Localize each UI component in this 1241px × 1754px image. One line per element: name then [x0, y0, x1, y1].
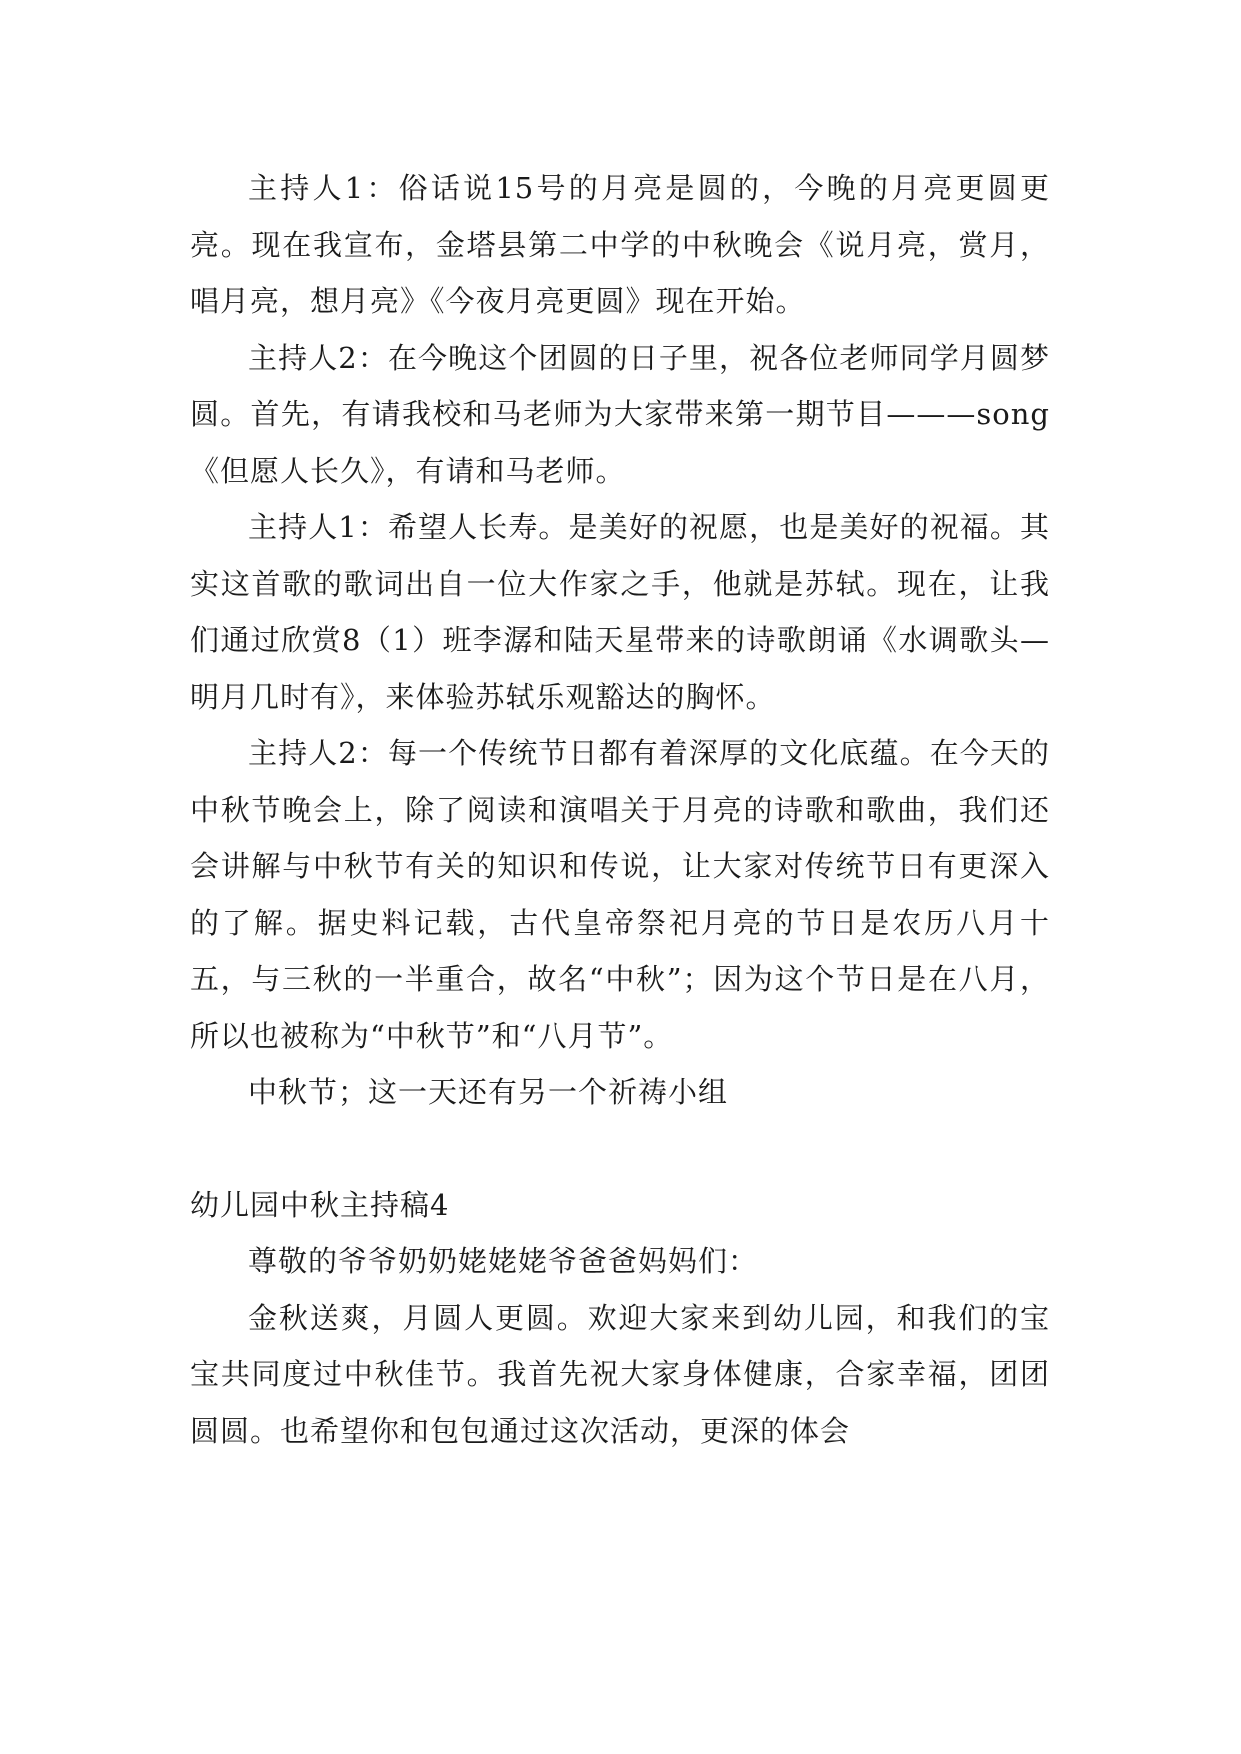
host2-culture-paragraph: 主持人2：每一个传统节日都有着深厚的文化底蕴。在今天的中秋节晚会上，除了阅读和演唱关于月亮的诗歌和歌曲，我们还会讲解与中秋节有关的知识和传说，让大家对传统节日有更深入的了解。据史料记载，古代皇帝祭祀月亮的节日是农历八月十五，与三秋的一半重合，故名“中秋”；因为这个节日是在八月，所以也被称为“中秋节”和“八月节”。	[190, 736, 1050, 1053]
welcome-paragraph: 金秋送爽，月圆人更圆。欢迎大家来到幼儿园，和我们的宝宝共同度过中秋佳节。我首先祝大家身体健康，合家幸福，团团圆圆。也希望你和包包通过这次活动，更深的体会	[190, 1300, 1050, 1448]
document-body	[190, 160, 1050, 1459]
section-heading: 幼儿园中秋主持稿4	[190, 1187, 450, 1222]
mid-autumn-fragment-paragraph: 中秋节；这一天还有另一个祈祷小组	[248, 1075, 729, 1109]
greeting-paragraph: 尊敬的爷爷奶奶姥姥姥爷爸爸妈妈们：	[248, 1244, 759, 1278]
host2-blessing-paragraph: 主持人2：在今晚这个团圆的日子里，祝各位老师同学月圆梦圆。首先，有请我校和马老师为大家带来第一期节目———song《但愿人长久》，有请和马老师。	[190, 340, 1050, 488]
host1-intro-paragraph: 主持人1：俗话说15号的月亮是圆的，今晚的月亮更圆更亮。现在我宣布，金塔县第二中学的中秋晚会《说月亮，赏月，唱月亮，想月亮》《今夜月亮更圆》现在开始。	[190, 171, 1050, 318]
host1-sushi-paragraph: 主持人1：希望人长寿。是美好的祝愿，也是美好的祝福。其实这首歌的歌词出自一位大作家之手，他就是苏轼。现在，让我们通过欣赏8（1）班李潺和陆天星带来的诗歌朗诵《水调歌头—明月几时有》，来体验苏轼乐观豁达的胸怀。	[190, 510, 1050, 714]
